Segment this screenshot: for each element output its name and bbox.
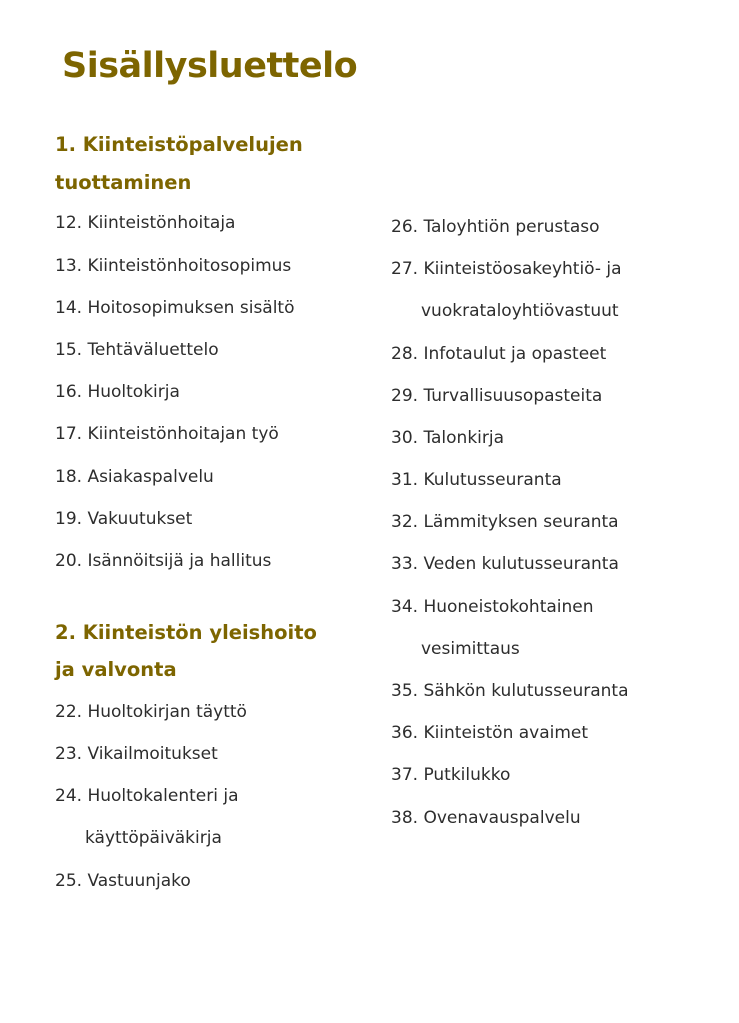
page-title: Sisällysluettelo xyxy=(62,46,358,86)
toc-entry: 38. Ovenavauspalvelu xyxy=(391,808,581,828)
toc-entry: 22. Huoltokirjan täyttö xyxy=(55,702,247,722)
toc-entry: 17. Kiinteistönhoitajan työ xyxy=(55,424,279,444)
toc-entry: 15. Tehtäväluettelo xyxy=(55,340,219,360)
toc-entry: 26. Taloyhtiön perustaso xyxy=(391,217,600,237)
toc-entry: 20. Isännöitsijä ja hallitus xyxy=(55,551,272,571)
toc-entry: 14. Hoitosopimuksen sisältö xyxy=(55,298,295,318)
toc-entry-continuation-text: käyttöpäiväkirja xyxy=(85,828,222,848)
toc-entry-continuation xyxy=(55,817,222,859)
section-2-heading-line-1: 2. Kiinteistön yleishoito xyxy=(55,621,317,644)
toc-entry: 29. Turvallisuusopasteita xyxy=(391,386,603,406)
toc-entry: 32. Lämmityksen seuranta xyxy=(391,512,619,532)
toc-entry-continuation xyxy=(391,290,619,332)
toc-entry: 30. Talonkirja xyxy=(391,428,505,448)
toc-entry: 37. Putkilukko xyxy=(391,765,511,785)
toc-entry: 27. Kiinteistöosakeyhtiö- ja xyxy=(391,259,622,279)
toc-entry: 31. Kulutusseuranta xyxy=(391,470,562,490)
toc-entry: 25. Vastuunjako xyxy=(55,871,191,891)
toc-entry: 35. Sähkön kulutusseuranta xyxy=(391,681,629,701)
toc-entry: 34. Huoneistokohtainen xyxy=(391,597,594,617)
toc-entry: 16. Huoltokirja xyxy=(55,382,180,402)
toc-entry: 33. Veden kulutusseuranta xyxy=(391,554,619,574)
toc-entry: 13. Kiinteistönhoitosopimus xyxy=(55,256,292,276)
toc-entry: 12. Kiinteistönhoitaja xyxy=(55,213,236,233)
toc-entry: 28. Infotaulut ja opasteet xyxy=(391,344,607,364)
section-2-heading-line-2: ja valvonta xyxy=(55,658,177,681)
toc-entry: 19. Vakuutukset xyxy=(55,509,193,529)
toc-entry-continuation xyxy=(391,628,520,670)
toc-entry: 23. Vikailmoitukset xyxy=(55,744,218,764)
toc-entry: 18. Asiakaspalvelu xyxy=(55,467,214,487)
section-1-heading-line-1: 1. Kiinteistöpalvelujen xyxy=(55,133,303,156)
toc-entry-continuation-text: vesimittaus xyxy=(421,639,520,659)
toc-entry: 36. Kiinteistön avaimet xyxy=(391,723,589,743)
toc-entry-continuation-text: vuokrataloyhtiövastuut xyxy=(421,301,619,321)
toc-entry: 24. Huoltokalenteri ja xyxy=(55,786,239,806)
section-1-heading-line-2: tuottaminen xyxy=(55,171,192,194)
